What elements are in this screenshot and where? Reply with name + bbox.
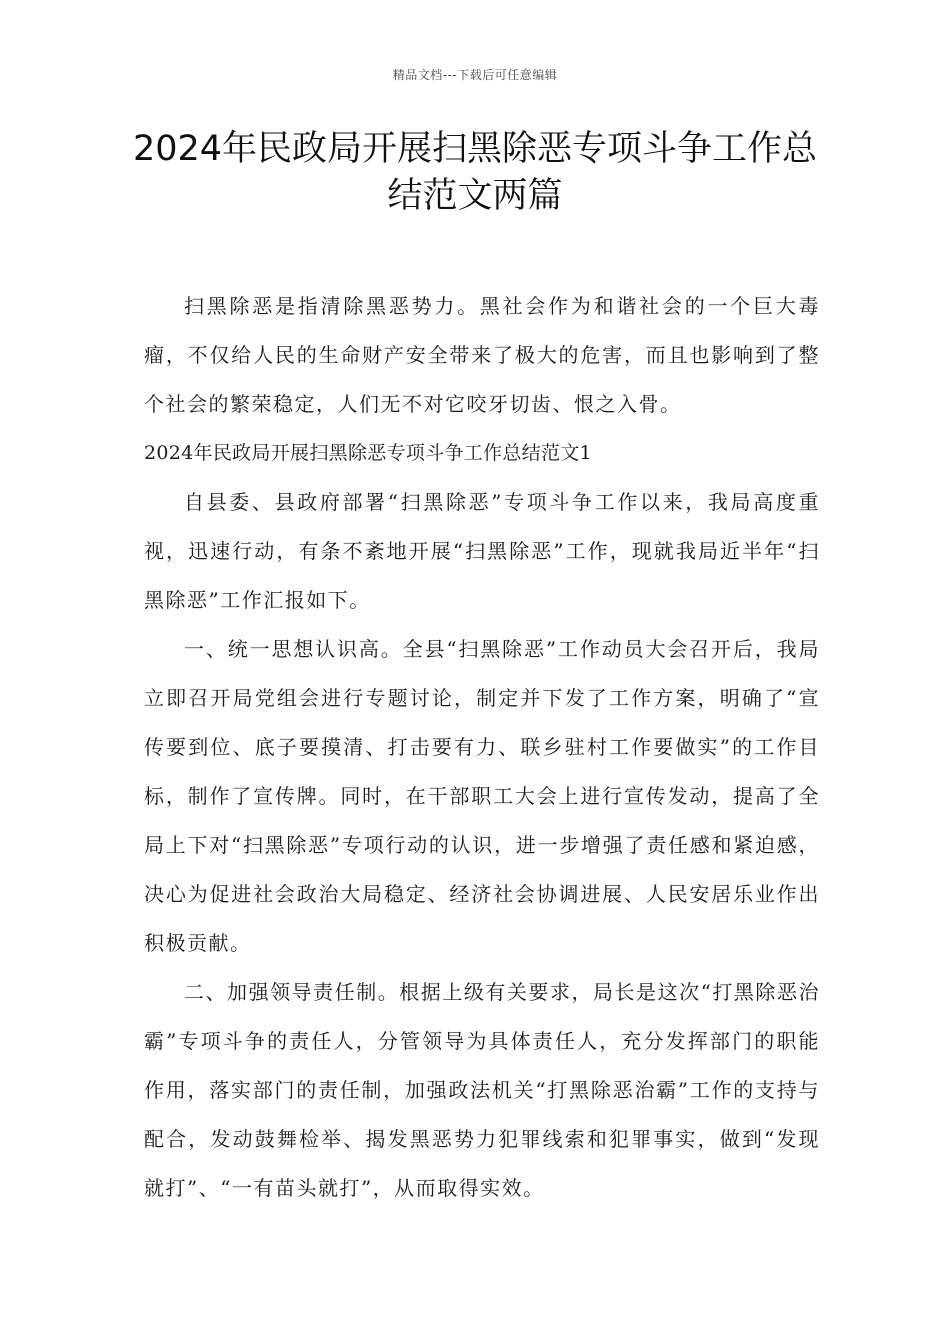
body-paragraph: 自县委、县政府部署“扫黑除恶”专项斗争工作以来，我局高度重视，迅速行动，有条不紊地开展“扫黑除恶”工作，现就我局近半年“扫黑除恶”工作汇报如下。 <box>144 490 820 612</box>
body-paragraph: 一、统一思想认识高。全县“扫黑除恶”工作动员大会召开后，我局立即召开局党组会进行专题讨论，制定并下发了工作方案，明确了“宣传要到位、底子要摸清、打击要有力、联乡驻村工作要做实”的工作目标，制作了宣传牌。同时，在干部职工大会上进行宣传发动，提高了全局上下对“扫黑除恶”专项行动的认识，进一步增强了责任感和紧迫感，决心为促进社会政治大局稳定、经济社会协调进展、人民安居乐业作出积极贡献。 <box>144 637 820 955</box>
body-paragraph: 二、加强领导责任制。根据上级有关要求，局长是这次“打黑除恶治霸”专项斗争的责任人，分管领导为具体责任人，充分发挥部门的职能作用，落实部门的责任制，加强政法机关“打黑除恶治霸”工作的支持与配合，发动鼓舞检举、揭发黑恶势力犯罪线索和犯罪事实，做到“发现就打”、“一有苗头就打”，从而取得实效。 <box>144 980 820 1200</box>
header-note: 精品文档---下载后可任意编辑 <box>392 68 558 82</box>
intro-paragraph: 扫黑除恶是指清除黑恶势力。黑社会作为和谐社会的一个巨大毒瘤，不仅给人民的生命财产安全带来了极大的危害，而且也影响到了整个社会的繁荣稳定，人们无不对它咬牙切齿、恨之入骨。 <box>144 294 820 416</box>
section-heading: 2024年民政局开展扫黑除恶专项斗争工作总结范文1 <box>144 442 592 464</box>
document-title: 2024年民政局开展扫黑除恶专项斗争工作总结范文两篇 <box>132 129 818 216</box>
document-body <box>144 282 820 1213</box>
